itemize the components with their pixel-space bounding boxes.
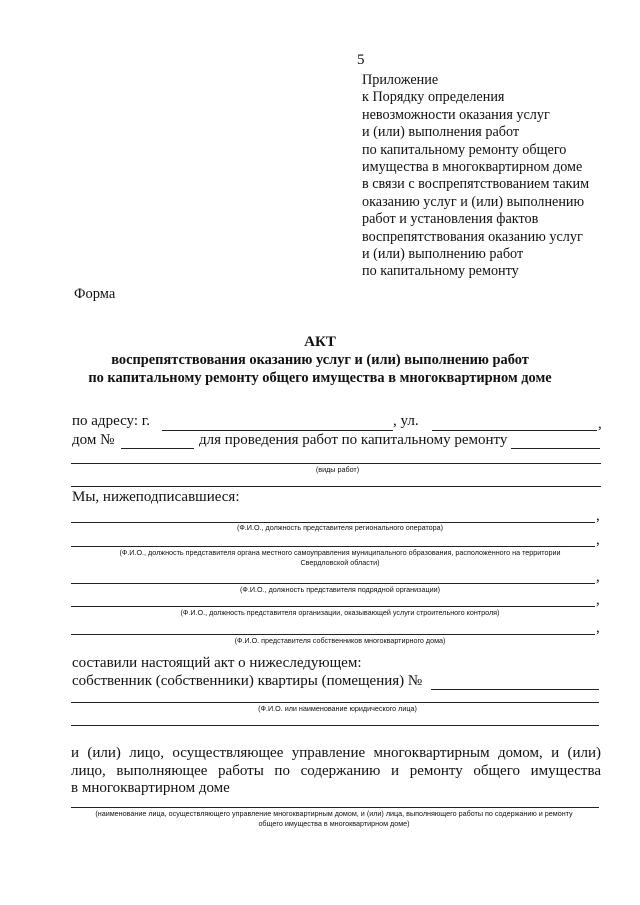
comma: , xyxy=(596,569,600,585)
purpose-text: для проведения работ по капитальному ремонту xyxy=(199,432,508,448)
appendix-line: и (или) выполнения работ xyxy=(362,124,520,141)
act-subtitle-line2: по капитальному ремонту общего имущества в многоквартирном доме xyxy=(88,370,552,386)
appendix-line: Приложение xyxy=(362,72,439,88)
city-field[interactable] xyxy=(162,430,393,431)
manager-text-line: и (или) лицо, осуществляющее управление многоквартирным домом, и (или) xyxy=(71,745,601,761)
page-number: 5 xyxy=(357,52,365,68)
appendix-line: воспрепятствования оказанию услуг xyxy=(362,228,583,245)
local-gov-caption-line: (Ф.И.О., должность представителя органа местного самоуправления муниципального образования, расположенного на территории xyxy=(119,548,561,557)
compiled-text: составили настоящий акт о нижеследующем: xyxy=(72,655,362,671)
construction-control-field[interactable] xyxy=(71,606,595,607)
apartment-number-field[interactable] xyxy=(431,689,599,690)
house-label: дом № xyxy=(72,432,115,448)
undersigned-label: Мы, нижеподписавшиеся: xyxy=(72,489,240,505)
owner-name-field[interactable] xyxy=(71,702,599,703)
local-gov-field[interactable] xyxy=(71,546,595,547)
owners-rep-field[interactable] xyxy=(71,634,595,635)
contractor-caption: (Ф.И.О., должность представителя подрядной организации) xyxy=(239,585,441,594)
regional-operator-caption: (Ф.И.О., должность представителя регионального оператора) xyxy=(236,523,444,532)
comma: , xyxy=(596,508,600,524)
house-field[interactable] xyxy=(121,448,194,449)
address-prefix: по адресу: г. xyxy=(72,413,150,429)
manager-text-line: лицо, выполняющее работы по содержанию и ремонту общего имущества xyxy=(71,763,601,779)
street-label: , ул. xyxy=(393,413,419,429)
legal-entity-caption: (Ф.И.О. или наименование юридического лица) xyxy=(258,704,417,713)
appendix-line: к Порядку определения xyxy=(362,89,505,106)
local-gov-caption xyxy=(0,548,640,568)
contractor-field[interactable] xyxy=(71,583,595,584)
appendix-line: имущества в многоквартирном доме xyxy=(362,159,583,176)
work-types-field[interactable] xyxy=(71,463,601,464)
local-gov-caption-line: Свердловской области) xyxy=(300,558,380,567)
form-label: Форма xyxy=(74,286,116,302)
owner-name-field-2[interactable] xyxy=(71,725,599,726)
comma: , xyxy=(596,592,600,608)
construction-control-caption: (Ф.И.О., должность представителя организации, оказывающей услуги строительного контроля) xyxy=(180,608,500,617)
work-types-caption: (виды работ) xyxy=(315,465,360,474)
appendix-line: по капитальному ремонту общего xyxy=(362,141,567,158)
appendix-line: оказанию услуг и (или) выполнению xyxy=(362,193,585,210)
manager-text-line: в многоквартирном доме xyxy=(71,780,230,796)
comma: , xyxy=(596,532,600,548)
purpose-field[interactable] xyxy=(511,448,600,449)
act-title: АКТ xyxy=(304,334,336,350)
appendix-line: работ и установления фактов xyxy=(362,211,539,228)
manager-field[interactable] xyxy=(71,807,599,808)
appendix-line: и (или) выполнению работ xyxy=(362,246,524,263)
owner-label: собственник (собственники) квартиры (помещения) № xyxy=(72,673,423,689)
manager-caption-line: общего имущества в многоквартирном доме) xyxy=(258,819,410,828)
appendix-line: в связи с воспрепятствованием таким xyxy=(362,176,590,193)
address-comma: , xyxy=(598,416,602,432)
owners-rep-caption: (Ф.И.О. представителя собственников многоквартирного дома) xyxy=(234,636,446,645)
manager-caption-line: (наименование лица, осуществляющего управление многоквартирным домом, и (или) лица, выполняющего работы по содержанию и ремонту xyxy=(95,809,573,818)
street-field[interactable] xyxy=(432,430,597,431)
comma: , xyxy=(596,620,600,636)
appendix-line: по капитальному ремонту xyxy=(362,263,519,280)
appendix-block xyxy=(362,72,589,281)
manager-caption xyxy=(0,809,640,829)
appendix-line: невозможности оказания услуг xyxy=(362,106,550,123)
act-subtitle-line1: воспрепятствования оказанию услуг и (или) выполнению работ xyxy=(111,352,529,368)
work-types-field-2[interactable] xyxy=(71,486,601,487)
